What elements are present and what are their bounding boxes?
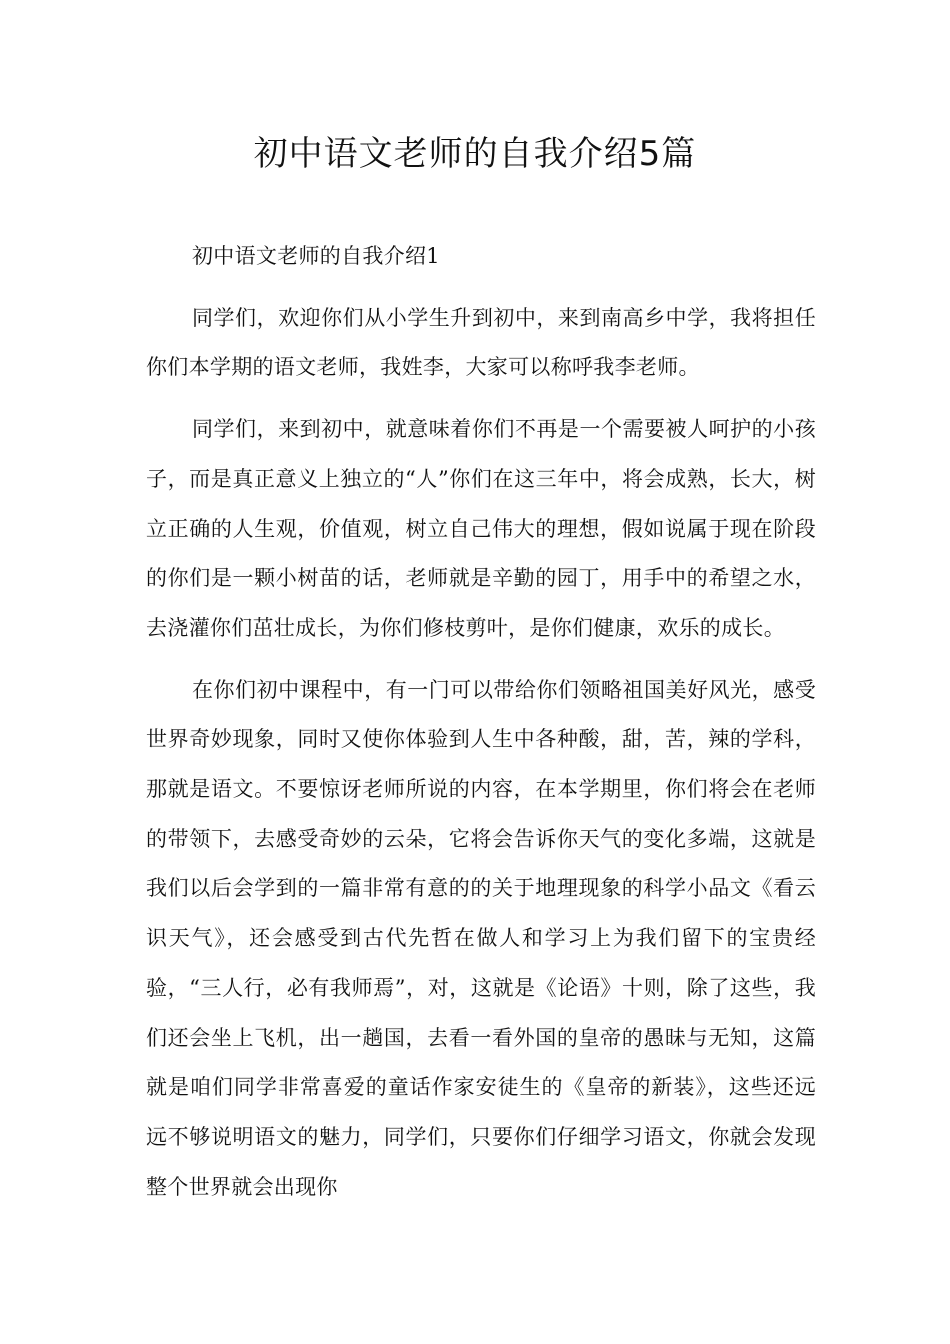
section-heading: 初中语文老师的自我介绍1 — [192, 244, 440, 268]
paragraph-3: 在你们初中课程中，有一门可以带给你们领略祖国美好风光，感受世界奇妙现象，同时又使你体验到人生中各种酸，甜，苦，辣的学科，那就是语文。不要惊讶老师所说的内容，在本学期里，你们将会在老师的带领下，去感受奇妙的云朵，它将会告诉你天气的变化多端，这就是我们以后会学到的一篇非常有意的的关于地理现象的科学小品文《看云识天气》，还会感受到古代先哲在做人和学习上为我们留下的宝贵经验，“三人行，必有我师焉”，对，这就是《论语》十则，除了这些，我们还会坐上飞机，出一趟国，去看一看外国的皇帝的愚昧与无知，这篇就是咱们同学非常喜爱的童话作家安徒生的《皇帝的新装》，这些还远远不够说明语文的魅力，同学们，只要你们仔细学习语文，你就会发现整个世界就会出现你 — [146, 677, 816, 1199]
document-body — [146, 232, 816, 1212]
document-title: 初中语文老师的自我介绍5篇 — [253, 134, 697, 174]
paragraph-2: 同学们，来到初中，就意味着你们不再是一个需要被人呵护的小孩子，而是真正意义上独立的“人”你们在这三年中，将会成熟，长大，树立正确的人生观，价值观，树立自己伟大的理想，假如说属于现在阶段的你们是一颗小树苗的话，老师就是辛勤的园丁，用手中的希望之水，去浇灌你们茁壮成长，为你们修枝剪叶，是你们健康，欢乐的成长。 — [146, 417, 816, 640]
paragraph-1: 同学们，欢迎你们从小学生升到初中，来到南高乡中学，我将担任你们本学期的语文老师，我姓李，大家可以称呼我李老师。 — [146, 305, 816, 380]
